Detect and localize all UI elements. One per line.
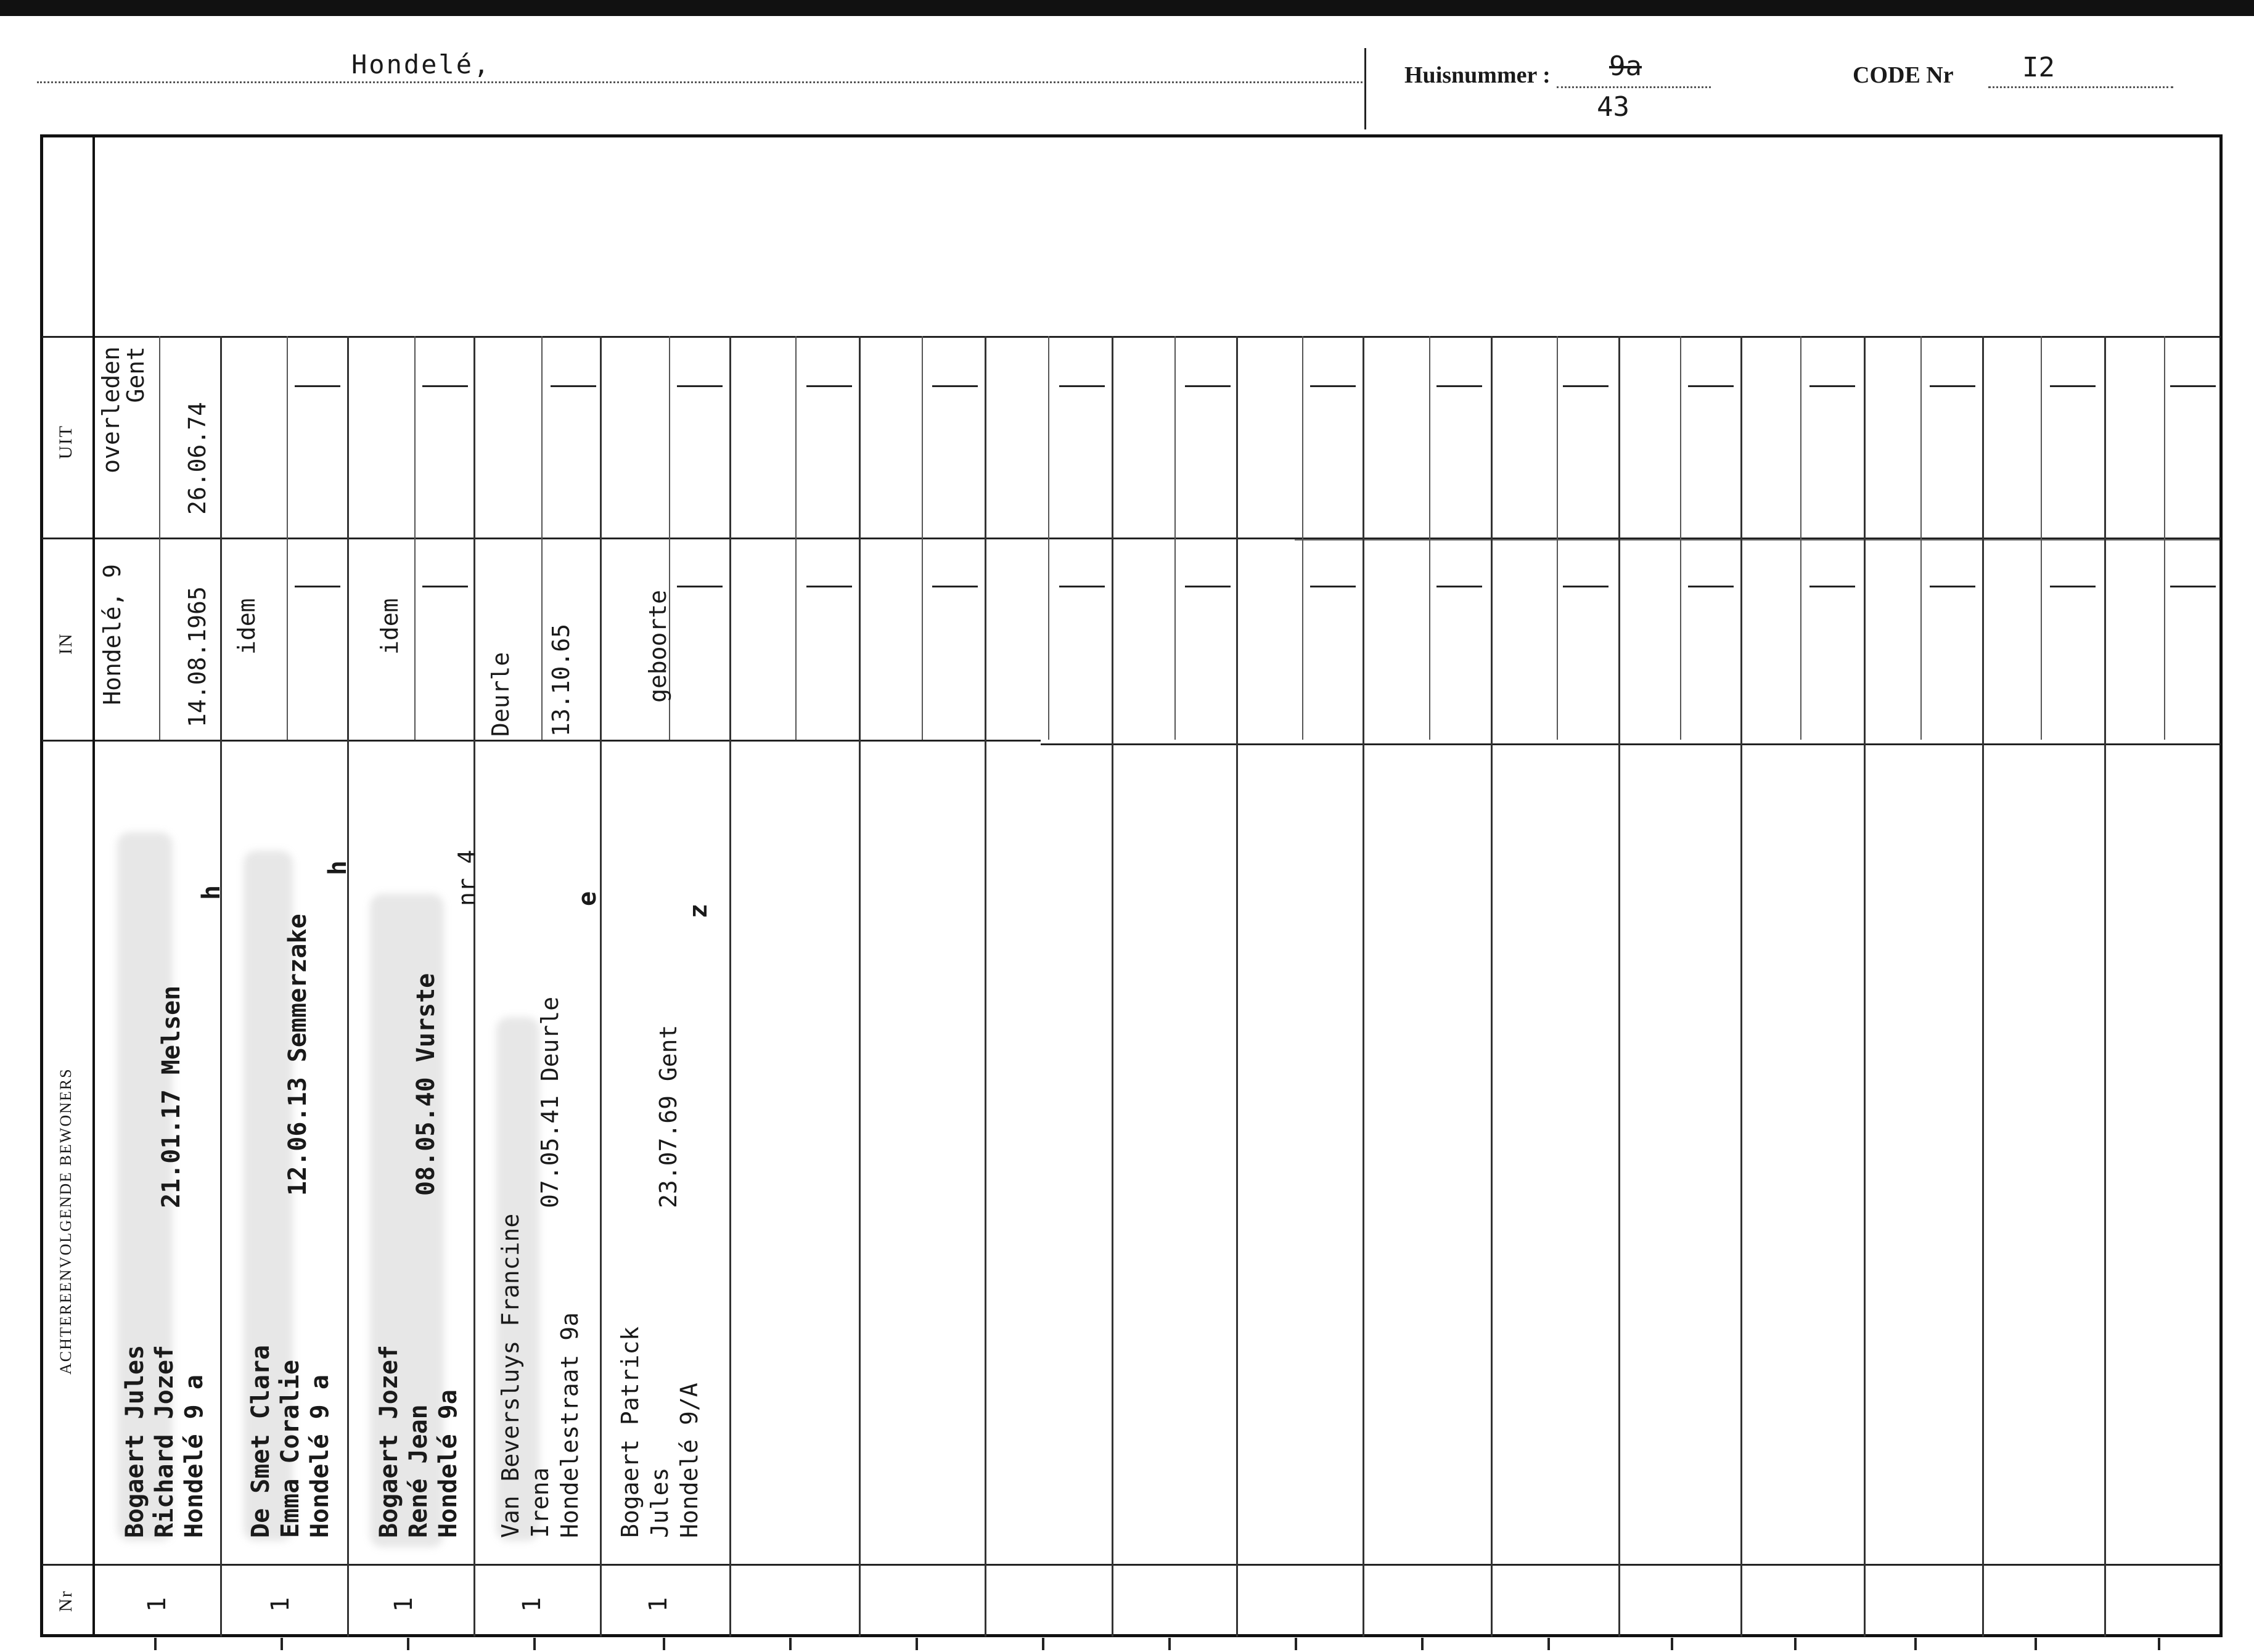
column-divider [1982,336,1984,1637]
code-label: CODE Nr [1853,62,1954,88]
bottom-tick [1547,1638,1550,1650]
huisnummer-dotted-line [1557,86,1711,88]
empty-cell-dash [2170,385,2216,387]
resident-address: Hondelé 9 a [306,1375,334,1538]
empty-cell-dash [806,586,852,587]
code-dotted-line [1988,86,2173,88]
resident-birth: 23.07.69 Gent [655,1024,682,1208]
sub-column-divider [1048,336,1049,740]
register-table [40,134,2223,1637]
resident-mark: z [684,903,713,918]
in-place: Hondelé, 9 [99,564,126,705]
bottom-tick [663,1638,665,1650]
resident-name-line1: Bogaert Jozef [375,1344,403,1538]
empty-cell-dash [1688,586,1734,587]
resident-address: Hondelé 9 a [180,1375,208,1538]
in-date: 14.08.1965 [184,586,211,727]
resident-birth: 07.05.41 Deurle [536,996,564,1208]
empty-cell-dash [2050,385,2096,387]
column-divider [600,336,602,1637]
sub-column-divider [1302,336,1303,740]
bottom-tick [2035,1638,2037,1650]
sub-column-divider [541,336,543,740]
empty-cell-dash [295,385,340,387]
empty-cell-dash [1563,385,1609,387]
resident-address: Hondelestraat 9a [556,1312,583,1538]
uit-date: 26.06.74 [184,401,211,515]
uit-place: overleden Gent [97,346,149,473]
scan-top-edge [0,0,2254,16]
column-divider [1363,336,1364,1637]
empty-cell-dash [806,385,852,387]
sub-column-divider [1920,336,1922,740]
row-line-bewoners-top-right [1041,743,2221,745]
sub-line-in [1295,539,2219,541]
resident-name-line1: Van Beversluys Francine [497,1213,524,1538]
column-divider [347,336,349,1637]
empty-cell-dash [932,586,978,587]
huisnummer-old: 9a [1609,51,1642,82]
sub-column-divider [159,336,160,740]
sub-column-divider [2164,336,2165,740]
in-place: Deurle [487,652,514,737]
empty-cell-dash [1436,385,1482,387]
resident-name-line1: Bogaert Patrick [617,1326,644,1538]
column-divider [1740,336,1742,1637]
resident-mark: e [573,891,602,906]
street-dotted-line [37,81,1363,83]
street-name: Hondelé, [351,49,491,80]
label-bewoners: ACHTEREENVOLGENDE BEWONERS [57,1068,75,1375]
bottom-tick [1914,1638,1917,1650]
sub-column-divider [795,336,797,740]
bottom-tick [2158,1638,2160,1650]
column-divider [220,336,222,1637]
row-line-uit-top [42,336,2221,338]
in-place: idem [376,598,403,655]
resident-birth: 08.05.40 Vurste [412,973,440,1196]
sub-column-divider [1557,336,1558,740]
entry-number: 1 [644,1597,673,1612]
empty-cell-dash [1930,586,1975,587]
empty-cell-dash [1809,385,1855,387]
empty-cell-dash [422,586,468,587]
column-divider [1112,336,1113,1637]
empty-cell-dash [295,586,340,587]
label-column-divider [92,134,95,1637]
resident-address: Hondelé 9a [434,1389,462,1538]
label-in: IN [55,632,76,655]
entry-number: 1 [390,1597,418,1612]
bottom-tick [916,1638,918,1650]
resident-name-line2: Jules [646,1467,673,1538]
sub-column-divider [922,336,923,740]
header-divider [1364,48,1366,129]
empty-cell-dash [677,586,723,587]
entry-number: 1 [266,1597,295,1612]
empty-cell-dash [1563,586,1609,587]
resident-address: Hondelé 9/A [676,1383,703,1538]
bottom-tick [1295,1638,1297,1650]
resident-name-line2: René Jean [404,1404,433,1538]
label-uit: UIT [55,425,76,459]
bottom-tick [789,1638,792,1650]
column-divider [729,336,731,1637]
empty-cell-dash [677,385,723,387]
empty-cell-dash [1930,385,1975,387]
resident-birth: 21.01.17 Melsen [157,985,186,1208]
bottom-tick [407,1638,409,1650]
empty-cell-dash [2050,586,2096,587]
entry-number: 1 [143,1597,171,1612]
sub-column-divider [414,336,416,740]
bottom-tick [1794,1638,1797,1650]
entry-number: 1 [518,1597,546,1612]
column-divider [1618,336,1620,1637]
bottom-tick [1671,1638,1673,1650]
column-divider [2104,336,2106,1637]
resident-name-line2: Irena [527,1467,554,1538]
resident-name-line1: Bogaert Jules [121,1344,149,1538]
sub-column-divider [1800,336,1801,740]
sub-column-divider [2041,336,2042,740]
row-line-nr-top [42,1564,2221,1566]
empty-cell-dash [1809,586,1855,587]
in-place: geboorte [644,589,671,703]
huisnummer-new: 43 [1597,91,1629,123]
column-divider [1491,336,1493,1637]
empty-cell-dash [1310,385,1356,387]
bottom-tick [154,1638,157,1650]
column-divider [1236,336,1238,1637]
resident-birth: 12.06.13 Semmerzake [284,914,312,1196]
sub-column-divider [1680,336,1681,740]
column-divider [473,336,475,1637]
sub-column-divider [1174,336,1176,740]
column-divider [985,336,986,1637]
resident-mark: h [197,885,226,900]
resident-name-line2: Emma Coralie [276,1360,305,1538]
bottom-tick [1168,1638,1171,1650]
column-divider [859,336,861,1637]
empty-cell-dash [1059,385,1105,387]
empty-cell-dash [1688,385,1734,387]
bottom-tick [1042,1638,1044,1650]
resident-mark: nr 4 [453,849,480,906]
empty-cell-dash [2170,586,2216,587]
code-value: I2 [2022,52,2055,83]
sub-column-divider [287,336,288,740]
in-date: 13.10.65 [547,623,575,737]
sub-column-divider [1429,336,1430,740]
in-place: idem [233,598,260,655]
column-divider [1864,336,1866,1637]
empty-cell-dash [1185,385,1231,387]
empty-cell-dash [1310,586,1356,587]
bottom-tick [533,1638,536,1650]
huisnummer-label: Huisnummer : [1404,62,1551,88]
bottom-tick [281,1638,283,1650]
label-nr: Nr [55,1590,76,1612]
row-line-bewoners-top [42,740,1041,742]
empty-cell-dash [1185,586,1231,587]
empty-cell-dash [551,385,596,387]
empty-cell-dash [1059,586,1105,587]
empty-cell-dash [932,385,978,387]
bottom-tick [1421,1638,1424,1650]
resident-name-line2: Richard Jozef [150,1344,179,1538]
resident-name-line1: De Smet Clara [247,1344,275,1538]
resident-mark: h [324,860,352,875]
empty-cell-dash [1436,586,1482,587]
empty-cell-dash [422,385,468,387]
